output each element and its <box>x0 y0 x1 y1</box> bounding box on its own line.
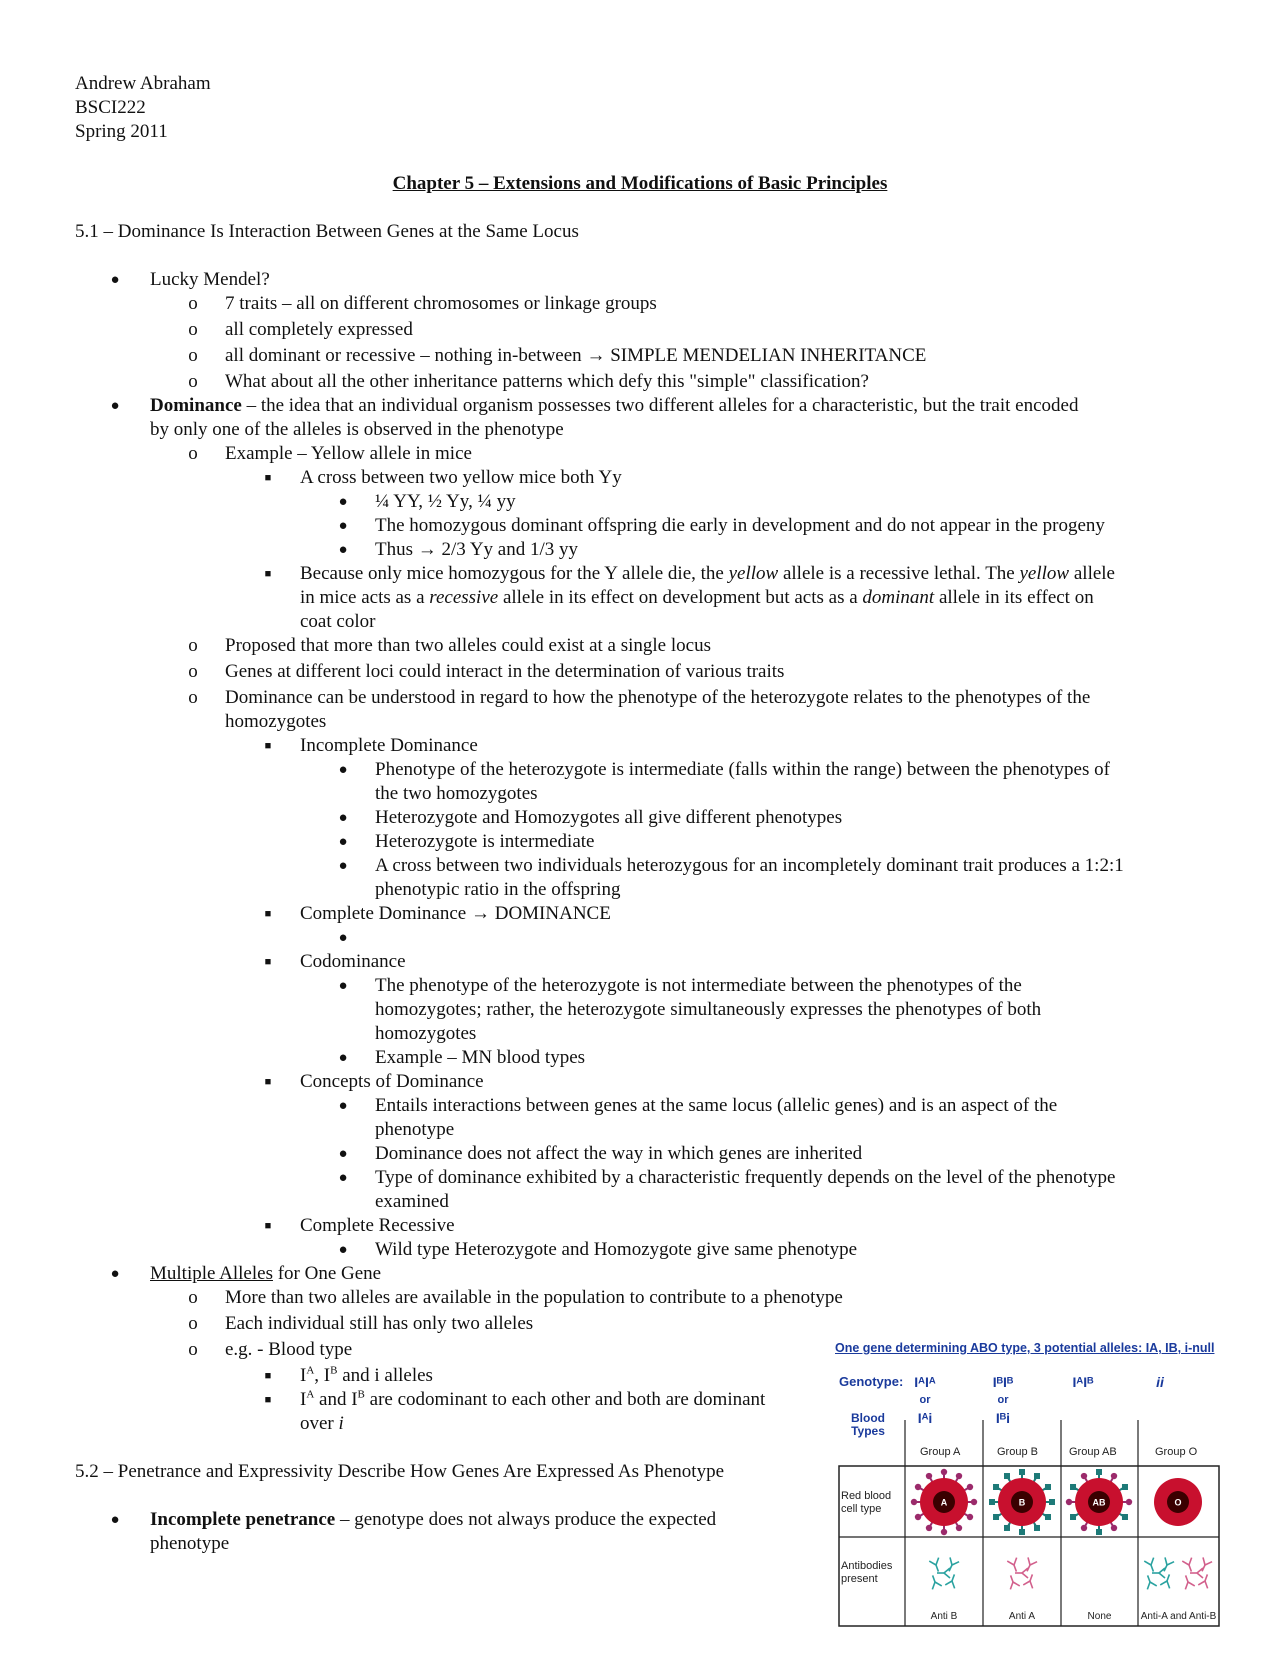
list-item: A cross between two individuals heterozygous for an incompletely dominant trait produces a 1:2:1 <box>375 855 1124 876</box>
list-item: Heterozygote is intermediate <box>375 831 595 852</box>
red-blood-cell-row-label: Red blood cell type <box>841 1490 892 1515</box>
list-item-continuation: by only one of the alleles is observed in the phenotype <box>150 419 564 440</box>
square-bullet-icon: ■ <box>264 1076 272 1088</box>
list-item: Phenotype of the heterozygote is intermediate (falls within the range) between the phenotypes of <box>375 759 1110 780</box>
list-item: Entails interactions between genes at the same locus (allelic genes) and is an aspect of the <box>375 1095 1058 1116</box>
cell-letter: AB <box>1092 1497 1106 1508</box>
bullet-icon: ● <box>338 494 348 510</box>
list-item-continuation: phenotypic ratio in the offspring <box>375 879 621 900</box>
bullet-icon: ● <box>338 834 348 850</box>
list-item: Concepts of Dominance <box>300 1071 484 1092</box>
antibody-glyph <box>1182 1558 1196 1574</box>
antibodies-row-label: Antibodies present <box>841 1560 893 1585</box>
author-name: Andrew Abraham <box>75 73 211 94</box>
list-item: Dominance – the idea that an individual organism possesses two different alleles for a characteristic, but the trait encoded <box>150 395 1079 416</box>
antigen-mark <box>1070 1514 1076 1520</box>
bullet-icon: ● <box>338 858 348 874</box>
figure-caption: One gene determining ABO type, 3 potential alleles: IA, IB, i-null <box>835 1341 1215 1355</box>
red-blood-cells <box>911 1469 1202 1535</box>
antigen-mark <box>926 1525 932 1531</box>
arrow-right-icon: → <box>417 539 437 560</box>
page-title: Chapter 5 – Extensions and Modifications of Basic Principles <box>392 173 888 194</box>
antibody-glyph <box>1015 1568 1028 1578</box>
antigen-mark <box>1045 1514 1051 1520</box>
group-ab-cell <box>1066 1469 1132 1535</box>
bullet-icon: ● <box>110 1512 120 1528</box>
square-bullet-icon: ■ <box>264 908 272 920</box>
antigen-mark <box>1004 1525 1010 1531</box>
circle-bullet-icon: o <box>188 1313 198 1334</box>
bullet-icon: ● <box>110 398 120 414</box>
circle-bullet-icon: o <box>188 635 198 656</box>
bullet-icon: ● <box>338 518 348 534</box>
antibody-glyph <box>1006 1574 1020 1590</box>
antigen-mark <box>956 1473 962 1479</box>
genotype-group-a: IᴬIᴬ or Iᴬi <box>914 1374 936 1426</box>
antigen-mark <box>1004 1473 1010 1479</box>
antibody-glyph <box>937 1568 950 1578</box>
list-item: Example – MN blood types <box>375 1047 586 1068</box>
cell-letter: B <box>1018 1497 1026 1508</box>
list-item-continuation: over i <box>300 1413 344 1434</box>
antibody-glyph <box>929 1558 943 1574</box>
circle-bullet-icon: o <box>188 293 198 314</box>
bullet-icon: ● <box>338 1050 348 1066</box>
antigen-mark <box>915 1484 921 1490</box>
group-ab-label: Group AB <box>1069 1446 1117 1458</box>
circle-bullet-icon: o <box>188 443 198 464</box>
list-item: Type of dominance exhibited by a characteristic frequently depends on the level of the phenotype <box>375 1167 1116 1188</box>
antigen-mark <box>967 1484 973 1490</box>
bullet-icon: ● <box>338 542 348 558</box>
term-multiple-alleles: Multiple Alleles <box>150 1263 273 1284</box>
antigen-mark <box>911 1499 917 1505</box>
genotype-group-ab: IᴬIᴮ <box>1072 1374 1094 1390</box>
list-item: What about all the other inheritance patterns which defy this "simple" classification? <box>225 371 869 392</box>
section-heading-5-1: 5.1 – Dominance Is Interaction Between Genes at the Same Locus <box>75 221 579 242</box>
arrow-right-icon: → <box>470 903 490 924</box>
circle-bullet-icon: o <box>188 1339 198 1360</box>
list-item: Proposed that more than two alleles could exist at a single locus <box>225 635 711 656</box>
antigen-mark <box>967 1514 973 1520</box>
list-item: $I^A$, $I^B$ and i alleles <box>300 1364 433 1386</box>
list-item: Genes at different loci could interact in the determination of various traits <box>225 661 785 682</box>
group-o-label: Group O <box>1155 1446 1198 1458</box>
antigen-mark <box>1034 1525 1040 1531</box>
list-item: Codominance <box>300 951 406 972</box>
antigen-mark <box>1096 1469 1102 1475</box>
cell-letter: O <box>1174 1497 1182 1508</box>
bullet-icon: ● <box>338 810 348 826</box>
antigen-mark <box>956 1525 962 1531</box>
list-item-continuation: homozygotes <box>375 1023 477 1044</box>
circle-bullet-icon: o <box>188 371 198 392</box>
antibody-glyph <box>1190 1568 1203 1578</box>
list-item-continuation: phenotype <box>150 1533 230 1554</box>
circle-bullet-icon: o <box>188 1287 198 1308</box>
square-bullet-icon: ■ <box>264 472 272 484</box>
square-bullet-icon: ■ <box>264 740 272 752</box>
antibody-glyph <box>1144 1558 1158 1574</box>
group-b-cell <box>989 1469 1055 1535</box>
antibody-glyph <box>1181 1574 1195 1590</box>
list-item: Incomplete Dominance <box>300 735 478 756</box>
antigen-mark <box>1066 1499 1072 1505</box>
list-item: Because only mice homozygous for the Y allele die, the yellow allele is a recessive lethal. The yellow allele <box>300 563 1115 584</box>
bullet-icon: ● <box>338 978 348 994</box>
list-item-continuation: phenotype <box>375 1119 455 1140</box>
bullet-icon: ● <box>338 762 348 778</box>
arrow-right-icon: → <box>586 345 606 366</box>
antibody-label-o: Anti-A and Anti-B <box>1140 1611 1217 1622</box>
list-item: Each individual still has only two alleles <box>225 1313 534 1334</box>
antigen-mark <box>1034 1473 1040 1479</box>
bullet-icon: ● <box>110 1266 120 1282</box>
bullet-icon: ● <box>338 1170 348 1186</box>
list-item: A cross between two yellow mice both Yy <box>300 467 622 488</box>
list-item: Heterozygote and Homozygotes all give different phenotypes <box>375 807 843 828</box>
antibody-label-a: Anti B <box>930 1611 958 1622</box>
circle-bullet-icon: o <box>188 687 198 708</box>
list-item-continuation: examined <box>375 1191 449 1212</box>
genotype-label: Genotype: <box>839 1374 904 1389</box>
bullet-icon: ● <box>110 272 120 288</box>
antigen-mark <box>993 1484 999 1490</box>
antigen-mark <box>1081 1525 1087 1531</box>
genotype-group-o: ii <box>1156 1374 1164 1390</box>
list-item: Complete Recessive <box>300 1215 455 1236</box>
antibody-glyphs <box>928 1557 1212 1589</box>
term-dominance: Dominance <box>150 395 242 416</box>
antigen-mark <box>1019 1529 1025 1535</box>
list-item: e.g. - Blood type <box>225 1339 353 1360</box>
antigen-mark <box>1126 1499 1132 1505</box>
list-item: Wild type Heterozygote and Homozygote give same phenotype <box>375 1239 858 1260</box>
group-b-label: Group B <box>997 1446 1038 1458</box>
list-item-continuation: in mice acts as a recessive allele in its effect on development but acts as a dominant allele in its effect on <box>300 587 1094 608</box>
list-item-continuation: homozygotes; rather, the heterozygote simultaneously expresses the phenotypes of both <box>375 999 1042 1020</box>
bullet-icon: ● <box>338 1146 348 1162</box>
antibody-glyph <box>1143 1574 1157 1590</box>
cell-letter: A <box>940 1497 948 1508</box>
antigen-mark <box>1096 1529 1102 1535</box>
antibody-glyph <box>928 1574 942 1590</box>
list-item-continuation: coat color <box>300 611 376 632</box>
genotype-group-b: IᴮIᴮ or Iᴮi <box>992 1374 1014 1426</box>
list-item-continuation: the two homozygotes <box>375 783 538 804</box>
empty-bullet-icon: ● <box>338 930 348 946</box>
square-bullet-icon: ■ <box>264 1370 272 1382</box>
circle-bullet-icon: o <box>188 345 198 366</box>
square-bullet-icon: ■ <box>264 568 272 580</box>
antigen-mark <box>1019 1469 1025 1475</box>
list-item: Thus → 2/3 Yy and 1/3 yy <box>375 539 579 560</box>
antigen-mark <box>971 1499 977 1505</box>
antigen-mark <box>989 1499 995 1505</box>
antigen-mark <box>1111 1525 1117 1531</box>
circle-bullet-icon: o <box>188 319 198 340</box>
list-item: Incomplete penetrance – genotype does not always produce the expected <box>150 1509 717 1530</box>
antibody-label-ab: None <box>1087 1611 1112 1622</box>
antigen-mark <box>1049 1499 1055 1505</box>
antigen-mark <box>993 1514 999 1520</box>
abo-blood-type-figure <box>825 1330 1255 1630</box>
list-item: $I^A$ and $I^B$ are codominant to each other and both are dominant <box>300 1388 766 1410</box>
antibody-glyph <box>1152 1568 1165 1578</box>
list-item: Multiple Alleles for One Gene <box>150 1263 382 1284</box>
list-item: Complete Dominance → DOMINANCE <box>300 903 611 924</box>
list-item: More than two alleles are available in the population to contribute to a phenotype <box>225 1287 843 1308</box>
list-item: Example – Yellow allele in mice <box>225 443 472 464</box>
bullet-icon: ● <box>338 1098 348 1114</box>
circle-bullet-icon: o <box>188 661 198 682</box>
list-item: all completely expressed <box>225 319 413 340</box>
antigen-mark <box>941 1469 947 1475</box>
list-item: all dominant or recessive – nothing in-between → SIMPLE MENDELIAN INHERITANCE <box>225 345 927 366</box>
list-item: The homozygous dominant offspring die early in development and do not appear in the progeny <box>375 515 1105 536</box>
section-heading-5-2: 5.2 – Penetrance and Expressivity Describe How Genes Are Expressed As Phenotype <box>75 1461 725 1482</box>
antigen-mark <box>1122 1514 1128 1520</box>
square-bullet-icon: ■ <box>264 956 272 968</box>
bullet-icon: ● <box>338 1242 348 1258</box>
list-item: ¼ YY, ½ Yy, ¼ yy <box>375 491 516 512</box>
antibody-glyph <box>1007 1558 1021 1574</box>
antigen-mark <box>915 1514 921 1520</box>
antigen-mark <box>941 1529 947 1535</box>
square-bullet-icon: ■ <box>264 1394 272 1406</box>
antibody-label-b: Anti A <box>1008 1611 1036 1622</box>
antigen-mark <box>1122 1484 1128 1490</box>
antigen-mark <box>1070 1484 1076 1490</box>
list-item: Lucky Mendel? <box>150 269 270 290</box>
antigen-mark <box>1111 1473 1117 1479</box>
list-item-continuation: homozygotes <box>225 711 327 732</box>
antigen-mark <box>1081 1473 1087 1479</box>
list-item: The phenotype of the heterozygote is not intermediate between the phenotypes of the <box>375 975 1022 996</box>
square-bullet-icon: ■ <box>264 1220 272 1232</box>
antigen-mark <box>1045 1484 1051 1490</box>
term-incomplete-penetrance: Incomplete penetrance <box>150 1509 336 1530</box>
list-item: Dominance can be understood in regard to how the phenotype of the heterozygote relates to the phenotypes of the <box>225 687 1091 708</box>
list-item: Dominance does not affect the way in which genes are inherited <box>375 1143 863 1164</box>
antigen-mark <box>926 1473 932 1479</box>
list-item: 7 traits – all on different chromosomes or linkage groups <box>225 293 657 314</box>
course-code: BSCI222 <box>75 97 146 118</box>
blood-types-label: Blood Types <box>851 1411 885 1438</box>
group-a-label: Group A <box>920 1446 961 1458</box>
group-a-cell <box>911 1469 977 1535</box>
group-o-cell <box>1154 1478 1202 1526</box>
term: Spring 2011 <box>75 121 168 142</box>
